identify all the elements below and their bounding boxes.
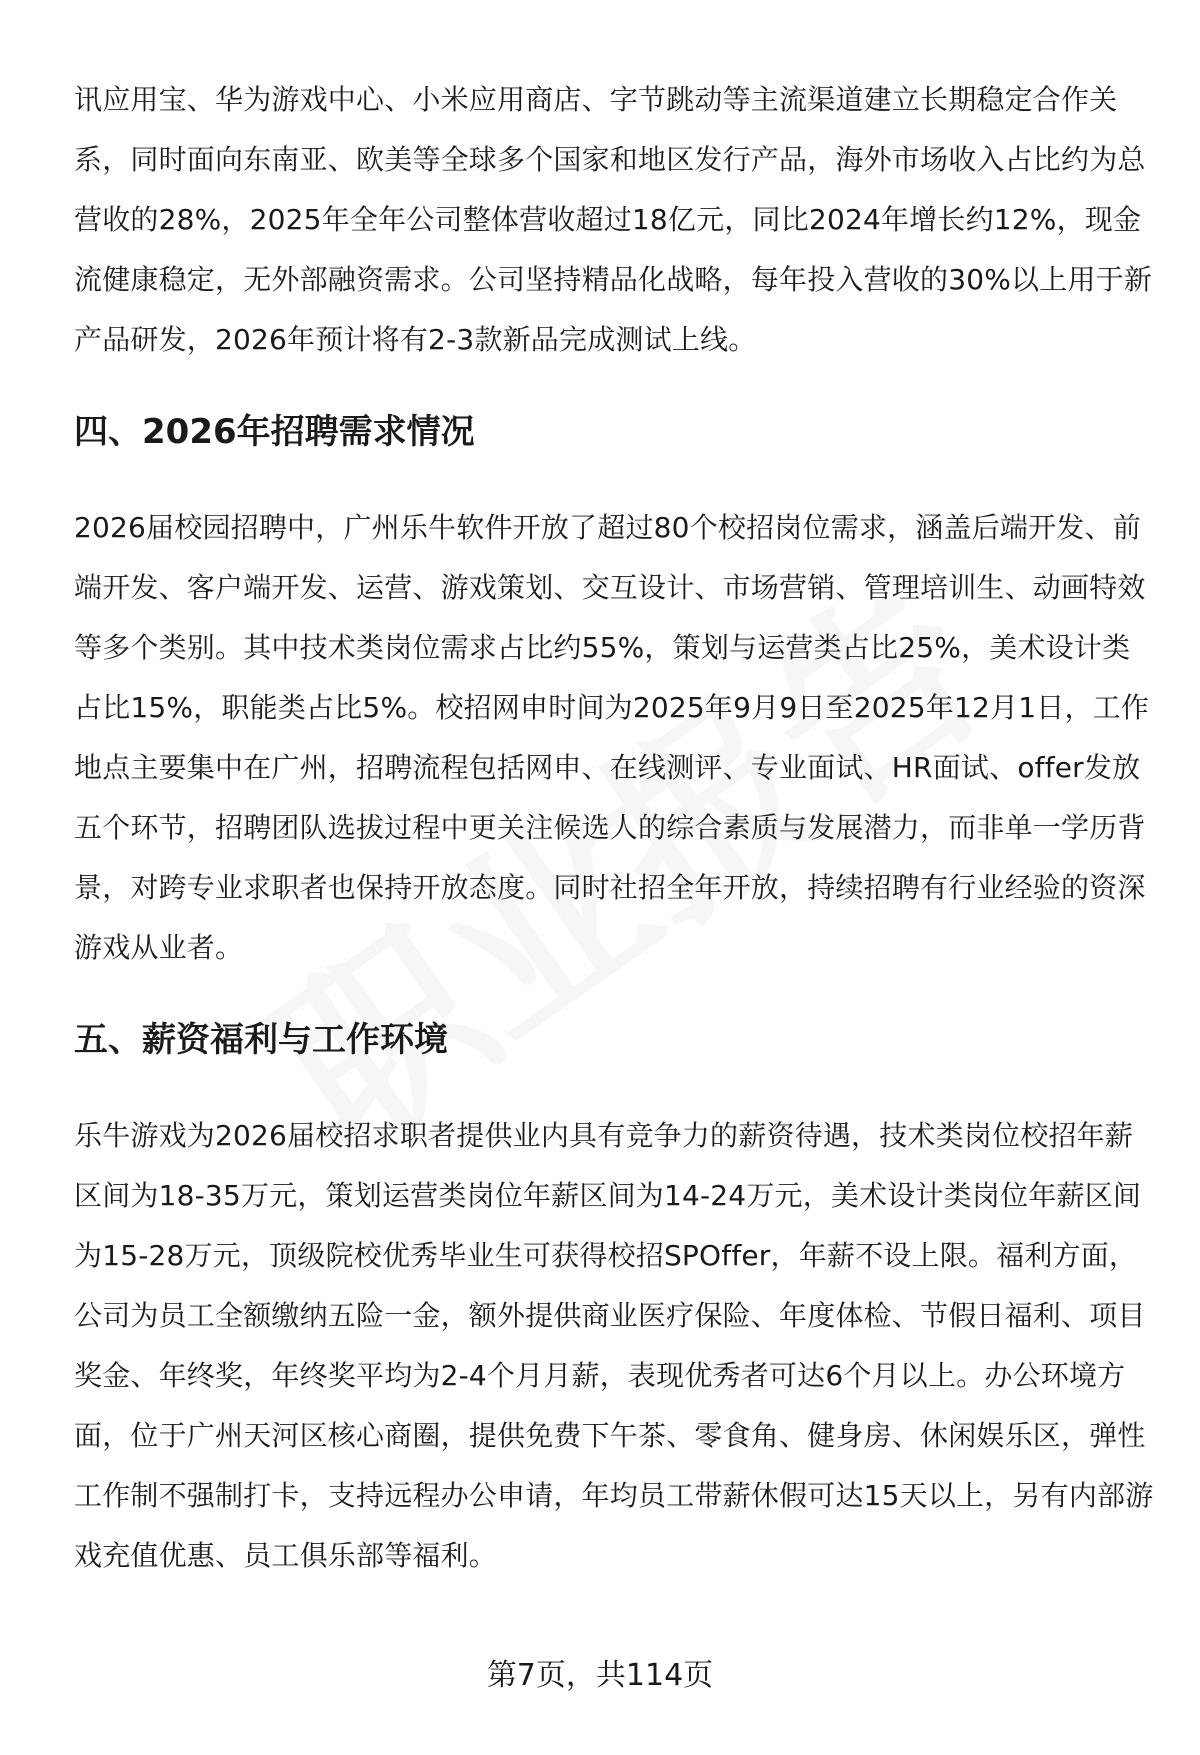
section-heading-recruitment: 四、2026年招聘需求情况 xyxy=(74,412,475,452)
paragraph-company-revenue: 讯应用宝、华为游戏中心、小米应用商店、字节跳动等主流渠道建立长期稳定合作关系，同时面向东南亚、欧美等全球多个国家和地区发行产品，海外市场收入占比约为总营收的28%，2025年全年公司整体营收超过18亿元，同比2024年增长约12%，现金流健康稳定，无外部融资需求。公司坚持精品化战略，每年投入营收的30%以上用于新产品研发，2026年预计将有2-3款新品完成测试上线。 xyxy=(74,83,1153,356)
document-body xyxy=(74,70,1154,1586)
paragraph-salary-benefits: 乐牛游戏为2026届校招求职者提供业内具有竞争力的薪资待遇，技术类岗位校招年薪区间为18-35万元，策划运营类岗位年薪区间为14-24万元，美术设计类岗位年薪区间为15-28万元，顶级院校优秀毕业生可获得校招SPOffer，年薪不设上限。福利方面，公司为员工全额缴纳五险一金，额外提供商业医疗保险、年度体检、节假日福利、项目奖金、年终奖，年终奖平均为2-4个月月薪，表现优秀者可达6个月以上。办公环境方面，位于广州天河区核心商圈，提供免费下午茶、零食角、健身房、休闲娱乐区，弹性工作制不强制打卡，支持远程办公申请，年均员工带薪休假可达15天以上，另有内部游戏充值优惠、员工俱乐部等福利。 xyxy=(74,1119,1154,1572)
paragraph-recruitment-needs: 2026届校园招聘中，广州乐牛软件开放了超过80个校招岗位需求，涵盖后端开发、前端开发、客户端开发、运营、游戏策划、交互设计、市场营销、管理培训生、动画特效等多个类别。其中技术类岗位需求占比约55%，策划与运营类占比25%，美术设计类占比15%，职能类占比5%。校招网申时间为2025年9月9日至2025年12月1日，工作地点主要集中在广州，招聘流程包括网申、在线测评、专业面试、HR面试、offer发放五个环节，招聘团队选拔过程中更关注候选人的综合素质与发展潜力，而非单一学历背景，对跨专业求职者也保持开放态度。同时社招全年开放，持续招聘有行业经验的资深游戏从业者。 xyxy=(74,511,1150,964)
page-number: 第7页，共114页 xyxy=(486,1658,714,1693)
section-heading-salary-benefits: 五、薪资福利与工作环境 xyxy=(74,1020,448,1060)
